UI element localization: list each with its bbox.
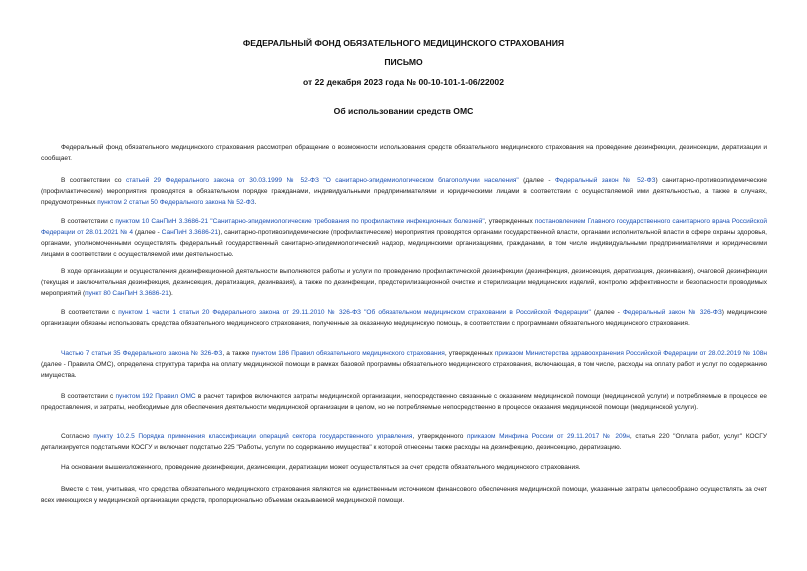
paragraph-text: В ходе организации и осуществления дезинфекционной деятельности выполняются работы и услуги по проведению профилактической дезинфекции (дезинфекция, дезинсекция, дератизация, дезинвазия), очаговой дезинфекции (текущая и заключительная дезинфекция, дезинсекция, дератизация, дезинвазия), а также по дезинфекции, предстерилизационной очистке и стерилизации медицинских изделий, контролю эффективности и безопасности проводимых мероприятий ( [41, 268, 767, 297]
paragraph-text: (далее - [518, 177, 555, 184]
paragraph-1 [41, 142, 767, 164]
paragraph-text: ), санитарно-противоэпидемические (профилактические) мероприятия проводятся органами государственной власти, органами исполнительной власти в сфере охраны здоровья, органами, уполномоченными осуществлять федеральный государственный санитарно-эпидемиологический надзор, медицинскими организациями, гражданами, в том числе индивидуальными предпринимателями и юридическими лицами в соответствии с осуществляемой ими деятельностью. [41, 229, 767, 258]
paragraph-text: ) санитарно-противоэпидемические (профилактические) мероприятия проводятся в обязательном порядке гражданами, индивидуальными предпринимателями и юридическими лицами в соответствии с осуществляемой ими деятельностью, а также в случаях, предусмотренных [41, 177, 767, 206]
paragraph-text: (далее - [590, 309, 623, 316]
paragraph-5 [41, 307, 767, 329]
paragraph-text: , утвержденных [444, 350, 495, 357]
link-health-ministry-order[interactable]: приказом Министерства здравоохранения Российской Федерации от 28.02.2019 № 108н [494, 350, 768, 357]
paragraph-text: В соответствии с [61, 218, 116, 225]
paragraph-text: Вместе с тем, учитывая, что средства обязательного медицинского страхования являются не единственным источником финансового обеспечения медицинской помощи, указанные затраты целесообразно осуществлять за счет всех имеющихся у медицинской организации средств, пропорционально объемам оказываемой медицинской помощи. [41, 486, 767, 504]
paragraph-text: , утвержденных [484, 218, 535, 225]
paragraph-text: ). [168, 290, 173, 297]
paragraph-3 [41, 216, 767, 260]
paragraph-8 [41, 431, 767, 453]
paragraph-2 [41, 175, 767, 208]
paragraph-text: (далее - Правила ОМС), определена структура тарифа на оплату медицинской помощи в рамках базовой программы обязательного медицинского страхования, включающая, в том числе, расходы на оплату работ и услуг по содержанию имущества. [41, 361, 767, 379]
link-article-29-law-52fz[interactable]: статьей 29 Федерального закона от 30.03.1999 № 52-ФЗ "О санитарно-эпидемиологическом благополучии населения" [125, 177, 519, 184]
paragraph-text: ) медицинские организации обязаны использовать средства обязательного медицинского страхования, полученные за оказанную медицинскую помощь, в соответствии с программами обязательного медицинского страхования. [41, 309, 767, 327]
link-law-52fz[interactable]: Федеральный закон № 52-ФЗ [554, 177, 656, 184]
paragraph-text: , статья 220 "Оплата работ, услуг" КОСГУ детализируется подстатьями КОСГУ и включает подстатью 225 "Работы, услуги по содержанию имущества" к которой отнесены также расходы на дезинфекцию, дезинсекцию, дератизацию. [41, 433, 767, 451]
issuing-organization: ФЕДЕРАЛЬНЫЙ ФОНД ОБЯЗАТЕЛЬНОГО МЕДИЦИНСКОГО СТРАХОВАНИЯ [242, 38, 565, 48]
link-law-326fz[interactable]: Федеральный закон № 326-ФЗ [622, 309, 722, 316]
paragraph-text: , утвержденного [412, 433, 467, 440]
paragraph-text: Согласно [61, 433, 94, 440]
paragraph-7 [41, 391, 767, 413]
paragraph-4 [41, 266, 767, 299]
paragraph-text: В соответствии с [61, 393, 116, 400]
link-minfin-order[interactable]: приказом Минфина России от 29.11.2017 № 209н [466, 433, 630, 440]
paragraph-text: (далее - [132, 229, 162, 236]
paragraph-text: . [254, 199, 257, 206]
document-date-number: от 22 декабря 2023 года № 00-10-101-1-06/22002 [303, 77, 504, 87]
link-resolution-chief-sanitary-doctor[interactable]: постановлением Главного государственного санитарного врача Российской Федерации от 28.01.2021 № 4 [41, 218, 767, 236]
paragraph-text: В соответствии с [61, 309, 119, 316]
link-sanpin[interactable]: СанПиН 3.3686-21 [161, 229, 219, 236]
link-point-2-article-50[interactable]: пунктом 2 статьи 50 Федерального закона № 52-ФЗ [97, 199, 255, 206]
paragraph-text: В соответствии со [61, 177, 126, 184]
paragraph-9 [41, 462, 767, 473]
paragraph-text: Федеральный фонд обязательного медицинского страхования рассмотрел обращение о возможности использования средств обязательного медицинского страхования на проведение дезинфекции, дезинсекции, дератизации и сообщает. [41, 144, 767, 162]
paragraph-text: , а также [222, 350, 252, 357]
link-point-10-sanpin[interactable]: пунктом 10 СанПиН 3.3686-21 "Санитарно-эпидемиологические требования по профилактике инфекционных болезней" [115, 218, 485, 225]
link-point-192-oms-rules[interactable]: пунктом 192 Правил ОМС [115, 393, 196, 400]
paragraph-text: в расчет тарифов включаются затраты медицинской организации, непосредственно связанные с оказанием медицинской помощи (медицинской услуги) и потребляемые в процессе ее предоставления, и затраты, необходимые для обеспечения деятельности медицинской организации в целом, но не потребляемые непосредственно в процессе оказания медицинской помощи (медицинской услуги). [41, 393, 767, 411]
link-article-20-law-326fz[interactable]: пунктом 1 части 1 статьи 20 Федерального закона от 29.11.2010 № 326-ФЗ "Об обязательном медицинском страховании в Российской Федерации" [118, 309, 591, 316]
document-title: Об использовании средств ОМС [333, 106, 474, 116]
document-type: ПИСЬМО [384, 57, 423, 67]
link-point-80-sanpin[interactable]: пункт 80 СанПиН 3.3686-21 [85, 290, 169, 297]
paragraph-6 [41, 348, 767, 381]
link-point-186-oms-rules[interactable]: пунктом 186 Правил обязательного медицинского страхования [251, 350, 445, 357]
paragraph-text: На основании вышеизложенного, проведение дезинфекции, дезинсекции, дератизации может осуществляться за счет средств обязательного медицинского страхования. [61, 464, 581, 471]
paragraph-10 [41, 484, 767, 506]
link-point-10-2-5-kosgu[interactable]: пункту 10.2.5 Порядка применения классификации операций сектора государственного управления [93, 433, 413, 440]
link-part-7-article-35[interactable]: Частью 7 статьи 35 Федерального закона № 326-ФЗ [61, 350, 223, 357]
